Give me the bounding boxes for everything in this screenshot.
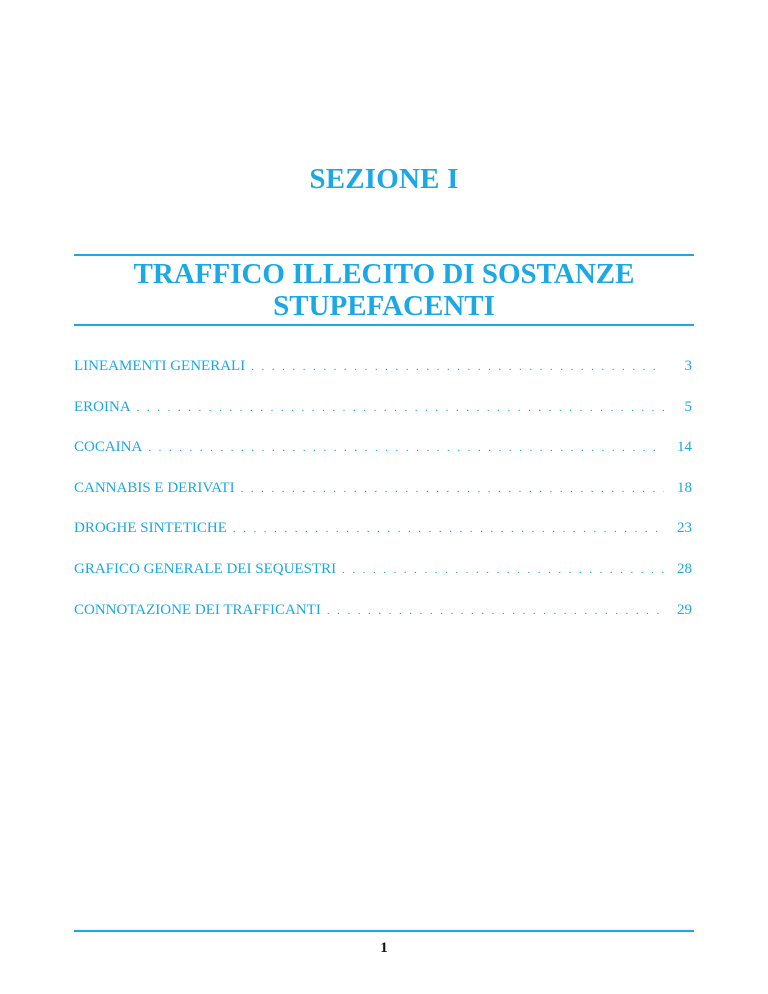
toc-entry-cocaina[interactable] [74, 439, 692, 480]
toc-dot-leader [327, 605, 664, 617]
toc-entry-page: 23 [677, 520, 692, 537]
toc-entry-label: LINEAMENTI GENERALI [74, 358, 246, 374]
toc-entry-label: DROGHE SINTETICHE [74, 520, 227, 537]
toc-entry-lineamenti-generali[interactable] [74, 358, 692, 399]
toc-entry-label: GRAFICO GENERALE DEI SEQUESTRI [74, 560, 337, 577]
toc-entry-page: 18 [677, 479, 692, 496]
toc-entry-grafico-generale-dei-sequestri[interactable] [74, 561, 692, 602]
title-rule-top [74, 254, 694, 256]
toc-dot-leader [241, 483, 664, 495]
toc-dot-leader [233, 523, 664, 535]
toc-entry-label: EROINA [74, 398, 131, 415]
toc-dot-leader [148, 442, 664, 454]
section-title: SEZIONE I [309, 163, 459, 195]
toc-entry-eroina[interactable] [74, 399, 692, 440]
main-title [74, 258, 694, 322]
main-title-line-1: TRAFFICO ILLECITO DI SOSTANZE [133, 258, 635, 290]
toc-entry-page: 5 [684, 398, 692, 415]
toc-entry-page: 29 [677, 601, 692, 618]
toc-entry-label: COCAINA [74, 439, 143, 456]
toc-entry-label: CONNOTAZIONE DEI TRAFFICANTI [74, 601, 321, 618]
main-title-line-2: STUPEFACENTI [273, 290, 495, 322]
toc-entry-connotazione-dei-trafficanti[interactable] [74, 602, 692, 643]
toc-entry-page: 14 [677, 439, 692, 456]
toc-entry-page: 28 [677, 560, 692, 577]
toc-entry-page: 3 [684, 358, 692, 374]
footer-rule [74, 930, 694, 932]
toc-dot-leader [251, 361, 664, 373]
title-rule-bottom [74, 324, 694, 326]
toc-dot-leader [342, 564, 664, 576]
toc-entry-droghe-sintetiche[interactable] [74, 520, 692, 561]
toc-dot-leader [137, 402, 664, 414]
toc-entry-label: CANNABIS E DERIVATI [74, 479, 235, 496]
table-of-contents [74, 358, 692, 642]
page-number: 1 [380, 940, 388, 956]
toc-entry-cannabis-e-derivati[interactable] [74, 480, 692, 521]
